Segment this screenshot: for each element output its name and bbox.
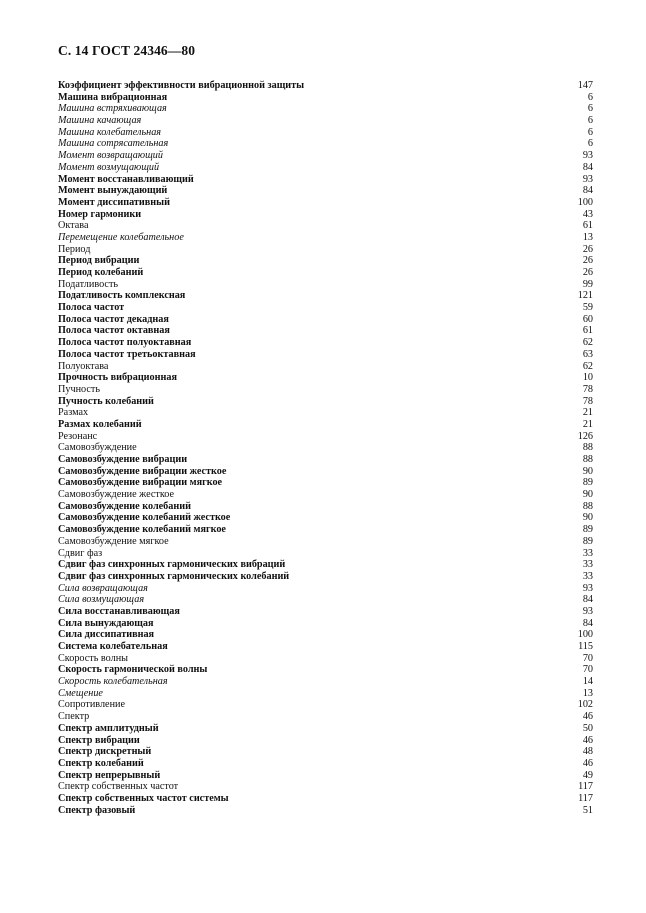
index-entry bbox=[58, 302, 593, 314]
index-entry bbox=[58, 103, 593, 115]
index-entry bbox=[58, 407, 593, 419]
index-page-number: 100 bbox=[577, 629, 593, 641]
index-term: Спектр непрерывный bbox=[58, 769, 161, 781]
index-entry bbox=[58, 431, 593, 443]
index-entry bbox=[58, 641, 593, 653]
index-page-number: 46 bbox=[582, 757, 593, 769]
index-entry bbox=[58, 80, 593, 92]
index-term: Момент возмущающий bbox=[58, 161, 160, 173]
index-page-number: 100 bbox=[577, 196, 593, 208]
index-entry bbox=[58, 174, 593, 186]
index-term: Момент возвращающий bbox=[58, 150, 163, 162]
index-page-number: 90 bbox=[582, 489, 593, 501]
index-term: Октава bbox=[58, 220, 89, 232]
index-page-number: 10 bbox=[582, 372, 593, 384]
index-term: Скорость волны bbox=[58, 652, 129, 664]
index-entry bbox=[58, 489, 593, 501]
index-entry bbox=[58, 466, 593, 478]
index-entry bbox=[58, 384, 593, 396]
index-entry bbox=[58, 337, 593, 349]
index-entry bbox=[58, 653, 593, 665]
index-page-number: 93 bbox=[582, 605, 593, 617]
index-page-number: 117 bbox=[578, 792, 593, 804]
index-page-number: 88 bbox=[582, 500, 593, 512]
index-entry bbox=[58, 548, 593, 560]
index-term: Самовозбуждение колебаний жесткое bbox=[58, 512, 231, 524]
index-page-number: 84 bbox=[582, 617, 593, 629]
index-entry bbox=[58, 442, 593, 454]
index-term: Машина колебательная bbox=[58, 126, 162, 138]
index-term: Самовозбуждение вибрации жесткое bbox=[58, 465, 227, 477]
index-term: Момент восстанавливающий bbox=[58, 173, 194, 185]
index-entry bbox=[58, 512, 593, 524]
index-page-number: 46 bbox=[582, 734, 593, 746]
index-term: Машина сотрясательная bbox=[58, 138, 169, 150]
index-term: Пучность bbox=[58, 383, 100, 395]
index-term: Самовозбуждение вибрации мягкое bbox=[58, 477, 223, 489]
index-entry bbox=[58, 699, 593, 711]
index-term: Сопротивление bbox=[58, 699, 126, 711]
index-entry bbox=[58, 372, 593, 384]
index-term: Спектр вибрации bbox=[58, 734, 140, 746]
index-entry bbox=[58, 793, 593, 805]
index-page-number: 99 bbox=[582, 278, 593, 290]
index-page-number: 88 bbox=[582, 454, 593, 465]
index-entry bbox=[58, 594, 593, 606]
index-term: Самовозбуждение жесткое bbox=[58, 489, 175, 501]
index-page-number: 6 bbox=[587, 91, 593, 103]
index-entry bbox=[58, 279, 593, 291]
index-entry bbox=[58, 209, 593, 221]
index-page-number: 14 bbox=[582, 676, 593, 688]
index-page-number: 43 bbox=[582, 208, 593, 220]
index-entry bbox=[58, 419, 593, 431]
index-entry bbox=[58, 477, 593, 489]
index-entry bbox=[58, 735, 593, 747]
index-page-number: 13 bbox=[582, 687, 593, 699]
index-entry bbox=[58, 524, 593, 536]
index-page-number: 26 bbox=[582, 243, 593, 255]
index-entry bbox=[58, 688, 593, 700]
index-page-number: 51 bbox=[582, 804, 593, 816]
index-entry bbox=[58, 758, 593, 770]
index-page-number: 61 bbox=[582, 325, 593, 337]
index-term: Податливость bbox=[58, 278, 119, 290]
index-term: Прочность вибрационная bbox=[58, 372, 177, 384]
index-page-number: 13 bbox=[582, 231, 593, 243]
index-entry bbox=[58, 325, 593, 337]
index-entry bbox=[58, 676, 593, 688]
index-term: Спектр собственных частот системы bbox=[58, 792, 229, 804]
index-page-number: 78 bbox=[582, 395, 593, 407]
index-page-number: 102 bbox=[577, 699, 593, 711]
index-term: Машина встряхивающая bbox=[58, 103, 167, 115]
index-entry bbox=[58, 267, 593, 279]
index-entry bbox=[58, 396, 593, 408]
index-entry bbox=[58, 629, 593, 641]
index-term: Спектр собственных частот bbox=[58, 781, 179, 793]
index-page-number: 26 bbox=[582, 255, 593, 267]
index-term: Самовозбуждение мягкое bbox=[58, 535, 169, 547]
index-term: Полоса частот третьоктавная bbox=[58, 348, 196, 360]
index-term: Спектр дискретный bbox=[58, 746, 152, 758]
index-entry bbox=[58, 138, 593, 150]
index-term: Сила диссипативная bbox=[58, 629, 155, 641]
index-page-number: 70 bbox=[582, 652, 593, 664]
index-page-number: 62 bbox=[582, 337, 593, 349]
index-entry bbox=[58, 664, 593, 676]
index-entry bbox=[58, 115, 593, 127]
index-entry bbox=[58, 583, 593, 595]
index-page-number: 6 bbox=[587, 138, 593, 150]
index-page-number: 33 bbox=[582, 570, 593, 582]
index-entry bbox=[58, 220, 593, 232]
index-entry bbox=[58, 501, 593, 513]
index-term: Спектр bbox=[58, 711, 90, 723]
index-page-number: 50 bbox=[582, 722, 593, 734]
index-entry bbox=[58, 746, 593, 758]
index-page-number: 93 bbox=[582, 582, 593, 594]
index-entry bbox=[58, 805, 593, 817]
index-page-number: 49 bbox=[582, 769, 593, 781]
index-page-number: 93 bbox=[582, 150, 593, 162]
index-term: Сдвиг фаз bbox=[58, 547, 103, 559]
page-header: С. 14 ГОСТ 24346—80 bbox=[58, 43, 196, 58]
index-page-number: 88 bbox=[582, 442, 593, 454]
index-entry bbox=[58, 314, 593, 326]
index-entry bbox=[58, 454, 593, 466]
index-page-number: 59 bbox=[582, 302, 593, 314]
index-page-number: 89 bbox=[582, 477, 593, 489]
index-page-number: 84 bbox=[582, 594, 593, 606]
index-entry bbox=[58, 162, 593, 174]
index-entry bbox=[58, 781, 593, 793]
index-term: Сила восстанавливающая bbox=[58, 605, 180, 617]
index-entry bbox=[58, 255, 593, 267]
index-page-number: 60 bbox=[582, 313, 593, 325]
index-term: Период вибрации bbox=[58, 255, 140, 267]
index-term: Полуоктава bbox=[58, 360, 109, 372]
index-term: Пучность колебаний bbox=[58, 395, 154, 407]
index-page-number: 90 bbox=[582, 465, 593, 477]
index-page-number: 70 bbox=[582, 664, 593, 676]
index-page-number: 147 bbox=[577, 80, 593, 91]
index-term: Сдвиг фаз синхронных гармонических вибраций bbox=[58, 559, 286, 571]
index-entry bbox=[58, 618, 593, 630]
index-entry bbox=[58, 536, 593, 548]
index-page-number: 6 bbox=[587, 103, 593, 115]
index-page-number: 63 bbox=[582, 348, 593, 360]
index-term: Скорость колебательная bbox=[58, 676, 168, 688]
index-term: Размах колебаний bbox=[58, 418, 142, 430]
index-entry bbox=[58, 770, 593, 782]
index-page-number: 46 bbox=[582, 711, 593, 723]
index-entry bbox=[58, 150, 593, 162]
index-entry bbox=[58, 349, 593, 361]
index-term: Период bbox=[58, 243, 91, 255]
index-term: Полоса частот октавная bbox=[58, 325, 170, 337]
index-term: Коэффициент эффективности вибрационной защиты bbox=[58, 80, 305, 91]
index-entry bbox=[58, 723, 593, 735]
index-page-number: 115 bbox=[578, 641, 593, 652]
index-term: Система колебательная bbox=[58, 641, 168, 652]
index-term: Период колебаний bbox=[58, 267, 144, 278]
index-term: Полоса частот полуоктавная bbox=[58, 337, 192, 349]
index-term: Сила возвращающая bbox=[58, 582, 148, 594]
index-term: Момент диссипативный bbox=[58, 196, 170, 208]
index-page-number: 33 bbox=[582, 547, 593, 559]
index-term: Полоса частот bbox=[58, 302, 125, 314]
index-page-number: 21 bbox=[582, 418, 593, 430]
index-page-number: 33 bbox=[582, 559, 593, 571]
index-page-number: 26 bbox=[582, 267, 593, 278]
index-entry bbox=[58, 244, 593, 256]
index-entry bbox=[58, 92, 593, 104]
index-entry bbox=[58, 571, 593, 583]
index-page-number: 6 bbox=[587, 126, 593, 138]
index-page-number: 78 bbox=[582, 383, 593, 395]
index-term: Размах bbox=[58, 407, 89, 419]
index-term: Спектр амплитудный bbox=[58, 722, 159, 734]
index-page-number: 21 bbox=[582, 407, 593, 419]
index-entry bbox=[58, 606, 593, 618]
index-term: Самовозбуждение bbox=[58, 442, 137, 454]
index-term: Резонанс bbox=[58, 430, 98, 442]
index-term: Машина вибрационная bbox=[58, 91, 168, 103]
index-entry bbox=[58, 711, 593, 723]
index-entry bbox=[58, 197, 593, 209]
index-list bbox=[58, 80, 593, 816]
index-page-number: 84 bbox=[582, 185, 593, 197]
index-page-number: 6 bbox=[587, 115, 593, 127]
index-term: Смещение bbox=[58, 687, 103, 699]
index-page-number: 89 bbox=[582, 535, 593, 547]
index-page-number: 126 bbox=[577, 430, 593, 442]
index-term: Скорость гармонической волны bbox=[58, 664, 208, 676]
index-term: Полоса частот декадная bbox=[58, 313, 169, 325]
index-page-number: 121 bbox=[577, 290, 593, 302]
index-entry bbox=[58, 127, 593, 139]
index-term: Спектр фазовый bbox=[58, 804, 136, 816]
index-page-number: 90 bbox=[582, 512, 593, 524]
index-page-number: 89 bbox=[582, 524, 593, 536]
index-entry bbox=[58, 361, 593, 373]
index-term: Машина качающая bbox=[58, 115, 142, 127]
index-entry bbox=[58, 185, 593, 197]
index-term: Самовозбуждение вибрации bbox=[58, 454, 188, 465]
index-term: Номер гармоники bbox=[58, 208, 142, 220]
index-page-number: 61 bbox=[582, 220, 593, 232]
index-term: Спектр колебаний bbox=[58, 757, 144, 769]
index-page-number: 62 bbox=[582, 360, 593, 372]
index-term: Самовозбуждение колебаний мягкое bbox=[58, 524, 226, 536]
index-term: Самовозбуждение колебаний bbox=[58, 500, 191, 512]
index-term: Сдвиг фаз синхронных гармонических колебаний bbox=[58, 570, 290, 582]
index-page-number: 117 bbox=[578, 781, 593, 793]
index-term: Податливость комплексная bbox=[58, 290, 186, 302]
index-term: Перемещение колебательное bbox=[58, 231, 184, 243]
index-term: Сила возмущающая bbox=[58, 594, 145, 606]
index-term: Момент вынуждающий bbox=[58, 185, 168, 197]
index-entry bbox=[58, 559, 593, 571]
index-page-number: 84 bbox=[582, 161, 593, 173]
index-entry bbox=[58, 232, 593, 244]
index-page-number: 93 bbox=[582, 173, 593, 185]
index-page-number: 48 bbox=[582, 746, 593, 758]
index-term: Сила вынуждающая bbox=[58, 617, 154, 629]
index-entry bbox=[58, 290, 593, 302]
